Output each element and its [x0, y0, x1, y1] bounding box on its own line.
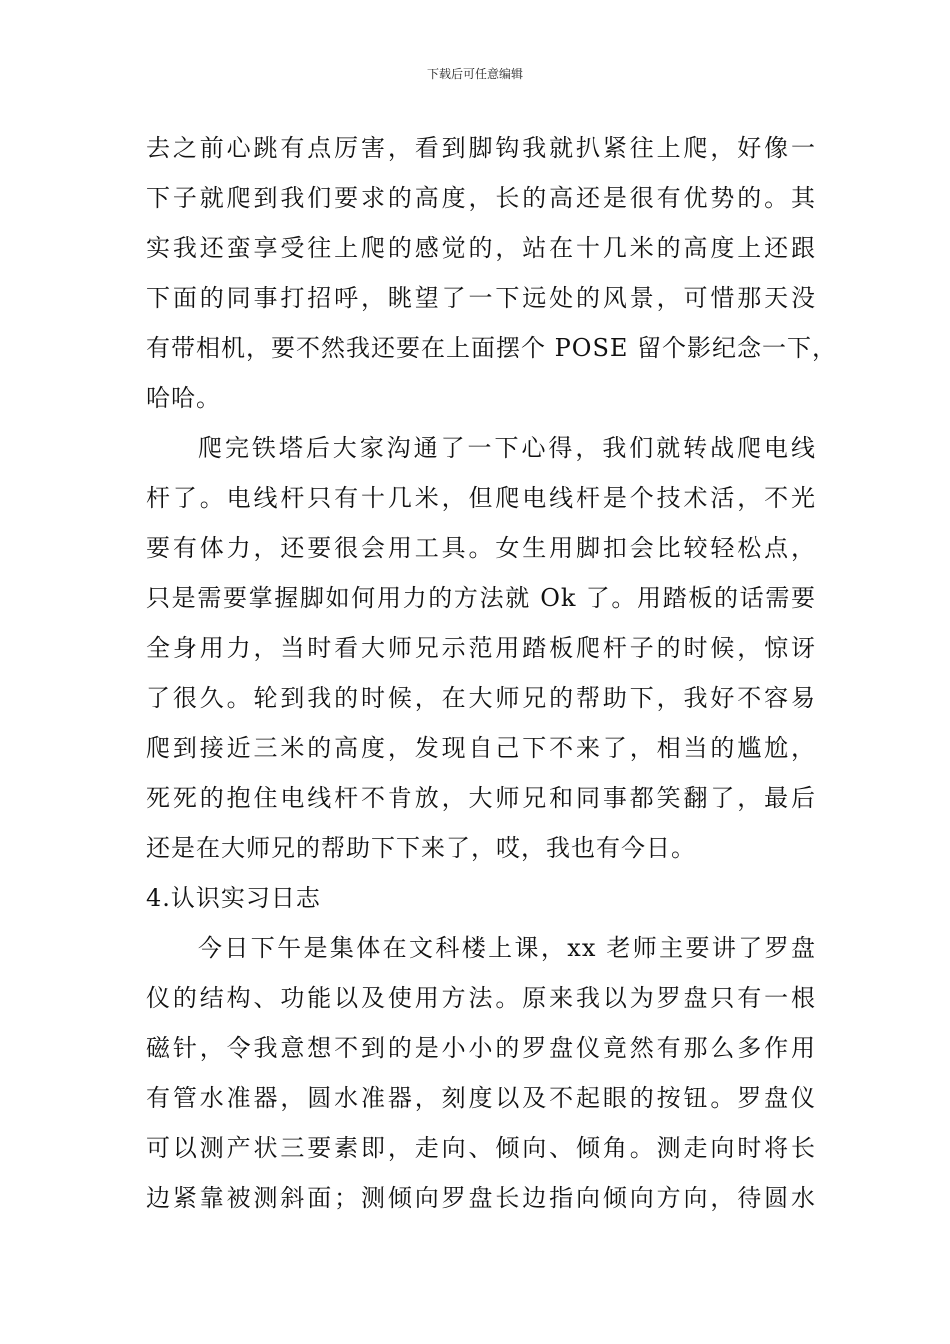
text-line: 去之前心跳有点厉害，看到脚钩我就扒紧往上爬，好像一 [146, 134, 816, 162]
text-line: 哈哈。 [146, 384, 221, 412]
text-line: 实我还蛮享受往上爬的感觉的，站在十几米的高度上还跟 [146, 234, 816, 262]
text-line: 了很久。轮到我的时候，在大师兄的帮助下，我好不容易 [146, 684, 816, 712]
text-line: 磁针，令我意想不到的是小小的罗盘仪竟然有那么多作用 [146, 1034, 816, 1062]
text-line: 有带相机，要不然我还要在上面摆个 POSE 留个影纪念一下， [146, 334, 838, 362]
text-line: 可以测产状三要素即，走向、倾向、倾角。测走向时将长 [146, 1134, 816, 1162]
paragraph-first-line: 今日下午是集体在文科楼上课，xx 老师主要讲了罗盘 [198, 934, 816, 962]
text-line: 下子就爬到我们要求的高度，长的高还是很有优势的。其 [146, 184, 816, 212]
text-line: 有管水准器，圆水准器，刻度以及不起眼的按钮。罗盘仪 [146, 1084, 816, 1112]
text-line: 全身用力，当时看大师兄示范用踏板爬杆子的时候，惊讶 [146, 634, 816, 662]
text-line: 死死的抱住电线杆不肯放，大师兄和同事都笑翻了，最后 [146, 784, 816, 812]
document-body [146, 123, 838, 1223]
text-line: 下面的同事打招呼，眺望了一下远处的风景，可惜那天没 [146, 284, 816, 312]
text-line: 只是需要掌握脚如何用力的方法就 Ok 了。用踏板的话需要 [146, 584, 816, 612]
text-line: 杆了。电线杆只有十几米，但爬电线杆是个技术活，不光 [146, 484, 816, 512]
paragraph-first-line: 爬完铁塔后大家沟通了一下心得，我们就转战爬电线 [198, 434, 816, 462]
text-line: 爬到接近三米的高度，发现自己下不来了，相当的尴尬， [146, 734, 816, 762]
section-heading: 4.认识实习日志 [146, 884, 321, 912]
text-line: 边紧靠被测斜面；测倾向罗盘长边指向倾向方向，待圆水 [146, 1184, 816, 1212]
text-line: 仪的结构、功能以及使用方法。原来我以为罗盘只有一根 [146, 984, 816, 1012]
text-line: 要有体力，还要很会用工具。女生用脚扣会比较轻松点， [146, 534, 816, 562]
page-header: 下载后可任意编辑 [426, 67, 523, 81]
text-line: 还是在大师兄的帮助下下来了，哎，我也有今日。 [146, 834, 696, 862]
